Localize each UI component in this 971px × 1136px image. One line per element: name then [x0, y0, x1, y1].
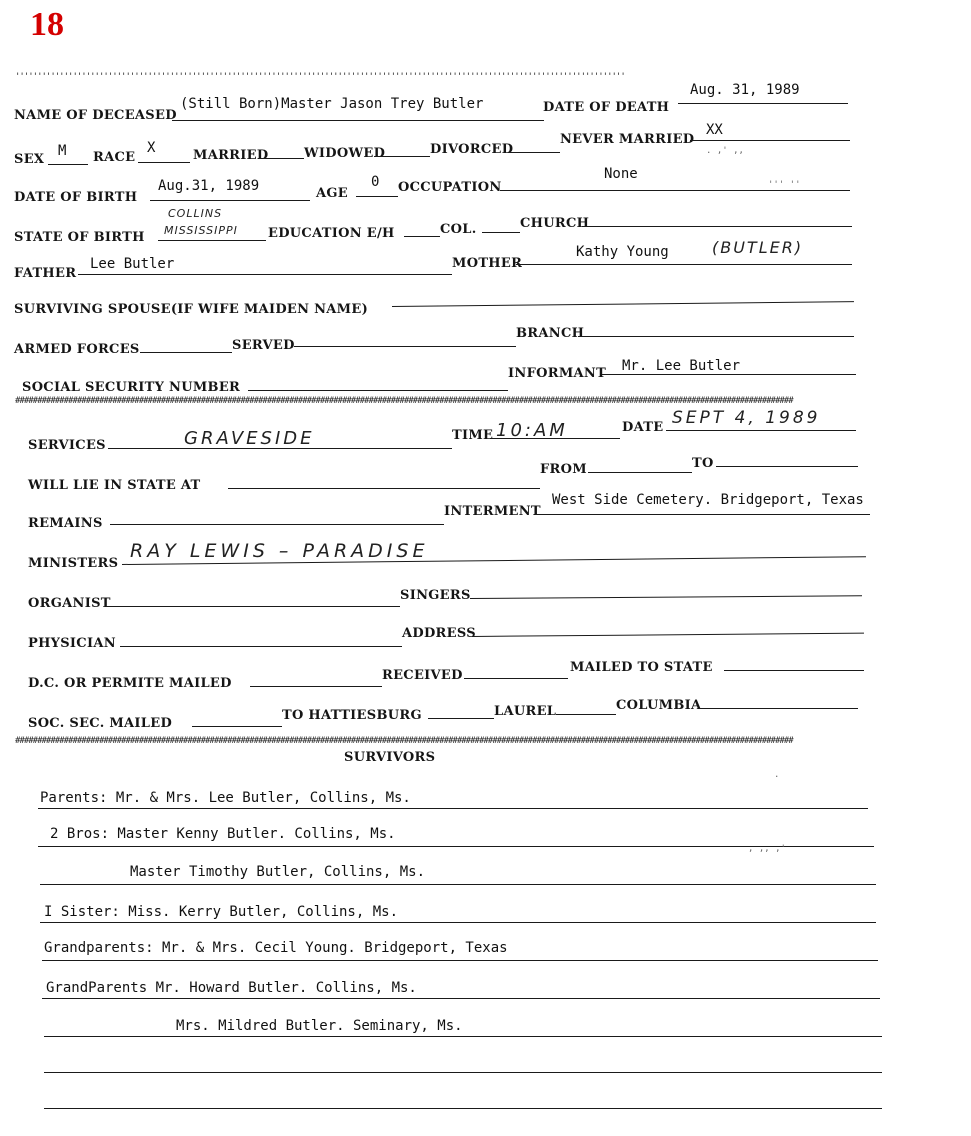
survivor-blank-line [44, 1072, 882, 1073]
scan-speck: . [774, 770, 780, 780]
survivor-entry-sister: I Sister: Miss. Kerry Butler, Collins, Ms. [44, 904, 399, 920]
survivor-entry-brother-2: Master Timothy Butler, Collins, Ms. [130, 864, 426, 880]
mailed-to-state-line [724, 670, 864, 671]
scan-speck: ''' '' [768, 180, 801, 190]
divorced-label: DIVORCED [430, 142, 514, 157]
never-married-line [690, 140, 850, 141]
served-label: SERVED [232, 338, 295, 353]
name-line [172, 120, 544, 121]
married-label: MARRIED [193, 148, 269, 163]
col-line [482, 232, 520, 233]
sex-line [48, 164, 88, 165]
ministers-label: MINISTERS [28, 556, 119, 571]
ministers-value: RAY LEWIS – PARADISE [130, 540, 429, 562]
occupation-label: OCCUPATION [398, 180, 502, 195]
remains-label: REMAINS [28, 516, 103, 531]
scan-speck: . ,' ,, [706, 146, 744, 156]
age-line [356, 196, 398, 197]
address-label: ADDRESS [402, 626, 476, 641]
columbia-label: COLUMBIA [616, 698, 702, 713]
physician-label: PHYSICIAN [28, 636, 116, 651]
state-of-birth-label: STATE OF BIRTH [14, 230, 145, 245]
to-hattiesburg-line [428, 718, 494, 719]
scan-speck: , ,, ,' [748, 844, 786, 854]
branch-line [578, 336, 854, 337]
mailed-to-state-label: MAILED TO STATE [570, 660, 713, 675]
section-divider-1: ################################################################################################################################################################################ [15, 396, 793, 406]
date-line [666, 430, 856, 431]
name-value: (Still Born)Master Jason Trey Butler [180, 96, 484, 112]
age-label: AGE [316, 186, 348, 201]
interment-line [534, 514, 870, 515]
laurel-line [556, 714, 616, 715]
singers-label: SINGERS [400, 588, 471, 603]
date-of-death-label: DATE OF DEATH [543, 100, 670, 115]
widowed-label: WIDOWED [304, 146, 386, 161]
ssn-label: SOCIAL SECURITY NUMBER [22, 380, 241, 395]
survivor-line [40, 922, 876, 923]
date-value: SEPT 4, 1989 [672, 408, 821, 428]
survivor-line [42, 998, 880, 999]
top-dotted-border: '''''''''''''''''''''''''''''''''''''''''''''''''''''''''''''''''''''''''''''''''''''''''''''''''''''''''''''''''''''''''''''''''''''''''' [15, 72, 625, 82]
church-label: CHURCH [520, 216, 590, 231]
lie-in-state-line [228, 488, 540, 489]
never-married-label: NEVER MARRIED [560, 132, 695, 147]
mother-line [516, 264, 852, 265]
section-divider-2: ################################################################################################################################################################################ [15, 736, 793, 746]
from-label: FROM [540, 462, 587, 477]
armed-forces-line [140, 352, 232, 353]
sex-value: M [58, 143, 67, 159]
survivor-line [40, 884, 876, 885]
columbia-line [700, 708, 858, 709]
to-line [716, 466, 858, 467]
name-label: NAME OF DECEASED [14, 108, 177, 123]
survivor-entry-grandparents-butler: GrandParents Mr. Howard Butler. Collins, Ms. [46, 980, 417, 996]
interment-label: INTERMENT [444, 504, 541, 519]
organist-label: ORGANIST [28, 596, 111, 611]
occupation-line [500, 190, 850, 191]
informant-label: INFORMANT [508, 366, 607, 381]
to-label: TO [692, 456, 714, 471]
county-of-birth-value: COLLINS [168, 207, 223, 220]
survivors-heading: SURVIVORS [344, 750, 436, 765]
never-married-value: XX [706, 122, 723, 138]
married-line [258, 158, 304, 159]
to-hattiesburg-label: TO HATTIESBURG [282, 708, 422, 723]
state-of-birth-line [158, 240, 266, 241]
singers-line [470, 595, 862, 599]
armed-forces-label: ARMED FORCES [14, 342, 140, 357]
page-number: 18 [30, 6, 64, 43]
father-value: Lee Butler [90, 256, 175, 272]
divorced-line [508, 152, 560, 153]
mother-maiden-note: (BUTLER) [712, 238, 804, 257]
survivor-entry-grandmother: Mrs. Mildred Butler. Seminary, Ms. [176, 1018, 463, 1034]
race-value: X [147, 140, 156, 156]
dob-line [150, 200, 310, 201]
dc-line [250, 686, 382, 687]
served-line [294, 346, 516, 347]
branch-label: BRANCH [516, 326, 585, 341]
services-value: GRAVESIDE [184, 428, 315, 449]
received-line [464, 678, 568, 679]
surviving-spouse-line [392, 301, 854, 307]
received-label: RECEIVED [382, 668, 463, 683]
time-value: 10:AM [496, 420, 568, 441]
services-label: SERVICES [28, 438, 106, 453]
time-label: TIME [452, 428, 494, 443]
survivor-entry-grandparents-young: Grandparents: Mr. & Mrs. Cecil Young. Bridgeport, Texas [44, 940, 508, 956]
mother-value: Kathy Young [576, 244, 669, 260]
education-line [404, 236, 440, 237]
physician-line [120, 646, 402, 647]
lie-in-state-label: WILL LIE IN STATE AT [28, 478, 201, 493]
father-label: FATHER [14, 266, 77, 281]
age-value: 0 [371, 174, 380, 190]
dc-label: D.C. OR PERMITE MAILED [28, 676, 232, 691]
informant-line [602, 374, 856, 375]
survivor-entry-brothers: 2 Bros: Master Kenny Butler. Collins, Ms. [50, 826, 396, 842]
church-line [582, 226, 852, 227]
survivor-line [42, 960, 878, 961]
from-line [588, 472, 692, 473]
date-of-death-line [678, 103, 848, 104]
col-label: COL. [440, 222, 477, 237]
interment-value: West Side Cemetery. Bridgeport, Texas [552, 492, 864, 508]
education-label: EDUCATION E/H [268, 226, 395, 241]
dob-value: Aug.31, 1989 [158, 178, 260, 194]
laurel-label: LAUREL [494, 704, 557, 719]
organist-line [106, 606, 400, 607]
address-line [472, 633, 864, 637]
remains-line [110, 524, 444, 525]
survivor-line [44, 1036, 882, 1037]
father-line [78, 274, 452, 275]
date-of-death-value: Aug. 31, 1989 [690, 82, 800, 98]
widowed-line [374, 156, 430, 157]
occupation-value: None [604, 166, 638, 182]
dob-label: DATE OF BIRTH [14, 190, 138, 205]
soc-sec-mailed-line [192, 726, 282, 727]
survivor-blank-line [44, 1108, 882, 1109]
survivor-line [38, 808, 868, 809]
date-label: DATE [622, 420, 664, 435]
soc-sec-mailed-label: SOC. SEC. MAILED [28, 716, 173, 731]
informant-value: Mr. Lee Butler [622, 358, 741, 374]
surviving-spouse-label: SURVIVING SPOUSE(IF WIFE MAIDEN NAME) [14, 302, 369, 317]
race-label: RACE [93, 150, 136, 165]
sex-label: SEX [14, 152, 45, 167]
state-of-birth-value: MISSISSIPPI [164, 224, 238, 237]
ssn-line [248, 390, 508, 391]
mother-label: MOTHER [452, 256, 523, 271]
survivor-entry-parents: Parents: Mr. & Mrs. Lee Butler, Collins, Ms. [40, 790, 411, 806]
race-line [138, 162, 190, 163]
